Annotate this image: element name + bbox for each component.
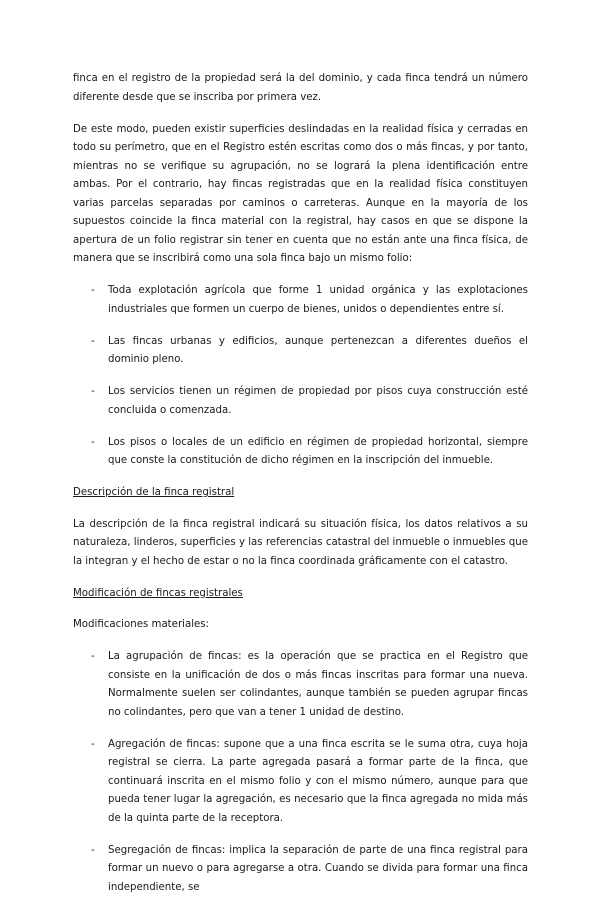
list-item bbox=[73, 434, 528, 471]
list-marker: - bbox=[91, 436, 95, 448]
list-item-text: Los servicios tienen un régimen de propiedad por pisos cuya construcción esté concluida o comenzada. bbox=[108, 386, 528, 416]
section-heading-modificacion: Modificación de fincas registrales bbox=[73, 587, 243, 599]
subheading-modificaciones-materiales: Modificaciones materiales: bbox=[73, 619, 210, 630]
paragraph-superficies: De este modo, pueden existir superficies deslindadas en la realidad física y cerradas en todo su perímetro, que en el Registro estén escritas como dos o más fincas, y por tanto, mientras no se verifique su agrupación, no se logrará la plena identificación entre ambas. Por el contrario, hay fincas registradas que en la realidad física constituyen varias parcelas separadas por caminos o carreteras. Aunque en la mayoría de los supuestos coincide la finca material con la registral, hay casos en que se dispone la apertura de un folio registrar sin tener en cuenta que no están ante una finca física, de manera que se inscribirá como una sola finca bajo un mismo folio: bbox=[73, 123, 528, 264]
list-item-text: Los pisos o locales de un edificio en régimen de propiedad horizontal, siempre que conste la constitución de dicho régimen en la inscripción del inmueble. bbox=[108, 436, 528, 466]
list-item bbox=[73, 842, 528, 898]
paragraph-descripcion: La descripción de la finca registral indicará su situación física, los datos relativos a su naturaleza, linderos, superficies y las referencias catastral del inmueble o inmuebles que la integran y el hecho de estar o no la finca coordinada gráficamente con el catastro. bbox=[73, 518, 528, 567]
list-item-text: Segregación de fincas: implica la separación de parte de una finca registral para formar un nuevo o para agregarse a otra. Cuando se divida para formar una finca independiente, se bbox=[108, 844, 528, 893]
list-item bbox=[73, 333, 528, 370]
list-single-folio bbox=[73, 282, 528, 471]
list-marker: - bbox=[91, 386, 95, 397]
list-modificaciones bbox=[73, 648, 528, 897]
list-item-text: Toda explotación agrícola que forme 1 unidad orgánica y las explotaciones industriales que formen un cuerpo de bienes, unidos o dependientes entre sí. bbox=[108, 285, 528, 315]
list-item bbox=[73, 736, 528, 829]
list-item-text: La agrupación de fincas: es la operación que se practica en el Registro que consiste en la unificación de dos o más fincas inscritas para formar una nueva. Normalmente suelen ser colindantes, aunque también se pueden agrupar fincas no colindantes, pero que van a tener 1 unidad de destino. bbox=[108, 651, 528, 718]
list-marker: - bbox=[91, 285, 95, 296]
list-item bbox=[73, 648, 528, 722]
paragraph-intro: finca en el registro de la propiedad será la del dominio, y cada finca tendrá un número diferente desde que se inscriba por primera vez. bbox=[73, 73, 528, 103]
list-item-text: Agregación de fincas: supone que a una finca escrita se le suma otra, cuya hoja registral se cierra. La parte agregada pasará a formar parte de la finca, que continuará inscrita en el mismo folio y con el mismo número, aunque para que pueda tener lugar la agregación, es necesario que la finca agregada no mida más de la quinta parte de la receptora. bbox=[108, 738, 528, 824]
list-item bbox=[73, 282, 528, 319]
section-heading-descripcion: Descripción de la finca registral bbox=[73, 487, 235, 498]
list-marker: - bbox=[91, 738, 95, 750]
list-marker: - bbox=[91, 651, 95, 662]
list-item bbox=[73, 383, 528, 420]
list-item-text: Las fincas urbanas y edificios, aunque pertenezcan a diferentes dueños el dominio pleno. bbox=[108, 335, 528, 365]
list-marker: - bbox=[91, 335, 95, 347]
document-page bbox=[73, 70, 528, 911]
list-marker: - bbox=[91, 844, 95, 856]
